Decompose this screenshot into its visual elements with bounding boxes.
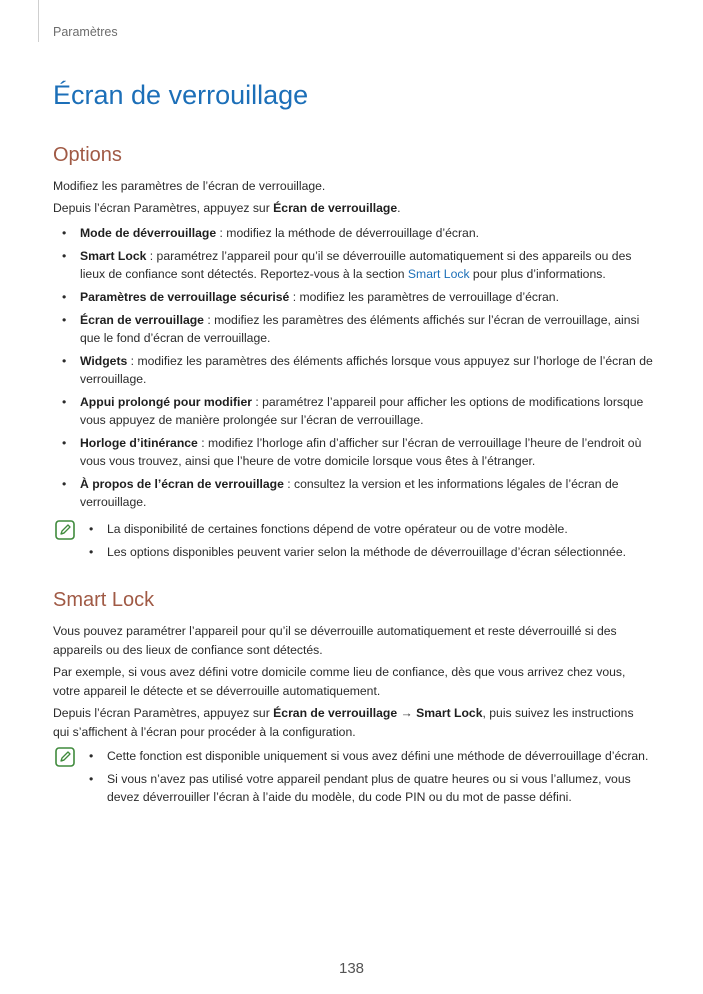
smart-lock-p2: Par exemple, si vous avez défini votre domicile comme lieu de confiance, dès que vous arrivez chez vous, votre appareil le détecte et se déverrouille automatiquement. — [53, 665, 626, 698]
running-header: Paramètres — [53, 25, 118, 39]
p3-bold-option: Smart Lock — [416, 706, 483, 720]
item-desc: : modifiez les paramètres de verrouillage d’écran. — [289, 290, 559, 304]
item-desc: : consultez la version et les informations légales de l’écran de verrouillage. — [80, 477, 619, 509]
list-item — [53, 434, 653, 470]
p3-suffix: , puis suivez les instructions qui s’affichent à l’écran pour procéder à la configuration. — [53, 706, 634, 739]
item-term: Écran de verrouillage — [80, 313, 204, 327]
smart-lock-link[interactable]: Smart Lock — [407, 267, 470, 281]
item-desc: : modifiez l’horloge afin d’afficher sur l’écran de verrouillage l’heure de l’endroit où vous vous trouvez, ainsi que l’heure de votre domicile lorsque vous êtes à l’étranger. — [80, 436, 642, 468]
item-term: Smart Lock — [80, 249, 147, 263]
p3-arrow: → — [397, 706, 417, 720]
item-desc: : modifiez les paramètres des éléments affichés sur l’écran de verrouillage, ainsi que le fond d’écran de verrouillage. — [80, 313, 640, 345]
p3-text: Depuis l’écran Paramètres, appuyez sur — [53, 706, 274, 720]
item-term: Widgets — [80, 354, 128, 368]
list-item — [53, 475, 653, 511]
page-title: Écran de verrouillage — [53, 80, 309, 110]
item-term: Mode de déverrouillage — [80, 226, 217, 240]
item-term: Paramètres de verrouillage sécurisé — [80, 290, 290, 304]
list-item — [53, 352, 653, 388]
smart-lock-p1: Vous pouvez paramétrer l’appareil pour qu’il se déverrouille automatiquement et reste déverrouillé si des appareils ou des lieux de confiance sont détectés. — [53, 624, 617, 657]
note-list — [80, 520, 665, 561]
item-desc: pour plus d’informations. — [469, 267, 606, 281]
note-list — [80, 747, 665, 806]
item-term: À propos de l’écran de verrouillage — [80, 477, 284, 491]
page-number: 138 — [338, 960, 365, 977]
instruction-text: Depuis l’écran Paramètres, appuyez sur — [53, 201, 274, 215]
note-item: • La disponibilité de certaines fonctions dépend de votre opérateur ou de votre modèle. — [80, 520, 665, 538]
list-item — [53, 288, 653, 306]
smart-lock-heading: Smart Lock — [53, 589, 155, 611]
instruction-suffix: . — [397, 201, 401, 215]
header-rule — [38, 0, 39, 42]
note-pencil-icon — [55, 520, 75, 540]
list-item — [53, 247, 653, 283]
smart-lock-p3 — [53, 704, 653, 741]
item-desc: : modifiez les paramètres des éléments affichés lorsque vous appuyez sur l’horloge de l’écran de verrouillage. — [80, 354, 653, 386]
note-item: • Les options disponibles peuvent varier selon la méthode de déverrouillage d’écran sélectionnée. — [80, 543, 665, 561]
options-intro: Modifiez les paramètres de l’écran de verrouillage. — [53, 179, 326, 193]
note-item: • Si vous n’avez pas utilisé votre appareil pendant plus de quatre heures ou si vous l’allumez, vous devez déverrouiller l’écran à l’aide du modèle, du code PIN ou du mot de passe défini. — [80, 770, 665, 806]
note-item: • Cette fonction est disponible uniquement si vous avez défini une méthode de déverrouillage d’écran. — [80, 747, 665, 765]
instruction-bold: Écran de verrouillage — [273, 201, 398, 215]
options-instruction — [53, 199, 653, 218]
list-item — [53, 311, 653, 347]
item-desc: : paramétrez l’appareil pour afficher les options de modifications lorsque vous appuyez de manière prolongée sur l’écran de verrouillage. — [80, 395, 644, 427]
p3-bold-menu: Écran de verrouillage — [273, 706, 398, 720]
item-term: Horloge d’itinérance — [80, 436, 198, 450]
item-term: Appui prolongé pour modifier — [80, 395, 252, 409]
options-heading: Options — [53, 144, 122, 166]
item-desc: : paramétrez l’appareil pour qu’il se déverrouille automatiquement si des appareils ou des lieux de confiance sont détectés. Reportez-vous à la section — [80, 249, 632, 281]
list-item — [53, 224, 653, 242]
note-pencil-icon — [55, 747, 75, 767]
item-desc: : modifiez la méthode de déverrouillage d’écran. — [216, 226, 479, 240]
list-item — [53, 393, 653, 429]
options-list — [53, 224, 653, 511]
